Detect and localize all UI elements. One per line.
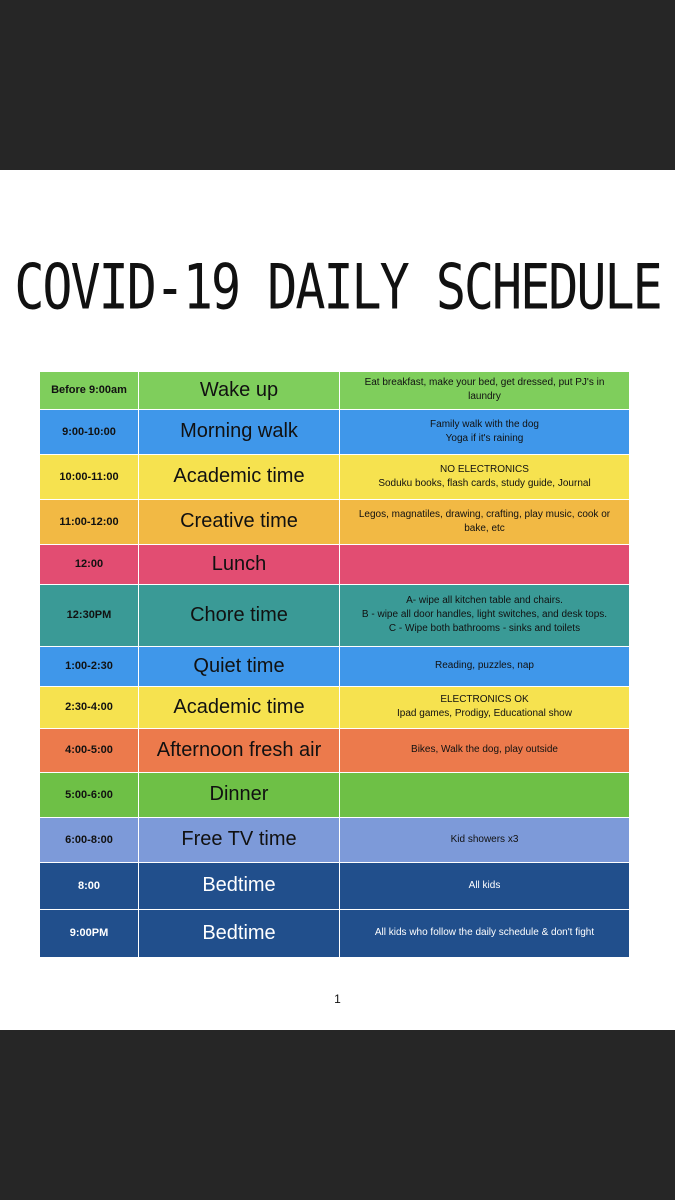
schedule-time: 9:00PM <box>40 909 139 957</box>
schedule-table <box>40 372 630 958</box>
schedule-detail-line: Legos, magnatiles, drawing, crafting, play music, cook or <box>358 508 611 520</box>
schedule-row <box>40 686 630 728</box>
schedule-activity: Morning walk <box>139 409 340 454</box>
schedule-detail-line: Ipad games, Prodigy, Educational show <box>397 708 572 719</box>
schedule-row <box>40 646 630 686</box>
schedule-detail-line: Bikes, Walk the dog, play outside <box>411 744 558 755</box>
schedule-detail-line: All kids <box>468 879 501 891</box>
schedule-time: 12:30PM <box>40 584 139 646</box>
schedule-row <box>40 372 630 409</box>
schedule-activity: Academic time <box>139 454 340 499</box>
schedule-details <box>340 686 630 728</box>
schedule-details <box>340 499 630 544</box>
schedule-activity: Bedtime <box>139 909 340 957</box>
schedule-page <box>0 170 675 1030</box>
schedule-details <box>340 544 630 584</box>
schedule-details <box>340 772 630 817</box>
schedule-detail-line: bake, etc <box>464 522 505 534</box>
page-number: 1 <box>334 992 341 1006</box>
schedule-row <box>40 584 630 646</box>
schedule-details <box>340 454 630 499</box>
schedule-row <box>40 817 630 862</box>
schedule-details <box>340 909 630 957</box>
schedule-details <box>340 584 630 646</box>
schedule-time: 11:00-12:00 <box>40 499 139 544</box>
schedule-detail-line: ELECTRONICS OK <box>440 694 529 705</box>
schedule-row <box>40 862 630 909</box>
schedule-row <box>40 909 630 957</box>
schedule-detail-line: Soduku books, flash cards, study guide, Journal <box>378 477 591 489</box>
schedule-time: 8:00 <box>40 862 139 909</box>
page-title: COVID-19 DAILY SCHEDULE <box>14 250 661 324</box>
schedule-details <box>340 817 630 862</box>
schedule-row <box>40 728 630 772</box>
schedule-time: 9:00-10:00 <box>40 409 139 454</box>
schedule-details <box>340 728 630 772</box>
schedule-time: 1:00-2:30 <box>40 646 139 686</box>
schedule-time: 2:30-4:00 <box>40 686 139 728</box>
schedule-row <box>40 409 630 454</box>
schedule-activity: Wake up <box>139 372 340 409</box>
schedule-activity: Free TV time <box>139 817 340 862</box>
schedule-detail-line: All kids who follow the daily schedule & don't fight <box>374 927 595 938</box>
schedule-activity: Academic time <box>139 686 340 728</box>
schedule-details <box>340 862 630 909</box>
schedule-activity: Afternoon fresh air <box>139 728 340 772</box>
schedule-detail-line: A- wipe all kitchen table and chairs. <box>406 595 563 606</box>
schedule-time: 6:00-8:00 <box>40 817 139 862</box>
schedule-details <box>340 409 630 454</box>
schedule-details <box>340 372 630 409</box>
schedule-activity: Dinner <box>139 772 340 817</box>
schedule-row <box>40 454 630 499</box>
schedule-time: 5:00-6:00 <box>40 772 139 817</box>
schedule-activity: Chore time <box>139 584 340 646</box>
schedule-row <box>40 772 630 817</box>
schedule-detail-line: NO ELECTRONICS <box>440 463 529 475</box>
schedule-time: 12:00 <box>40 544 139 584</box>
schedule-detail-line: B - wipe all door handles, light switches, and desk tops. <box>361 609 608 620</box>
schedule-detail-line: Eat breakfast, make your bed, get dressed, put PJ's in <box>364 377 605 389</box>
schedule-detail-line: C - Wipe both bathrooms - sinks and toilets <box>388 623 581 634</box>
schedule-activity: Bedtime <box>139 862 340 909</box>
schedule-row <box>40 544 630 584</box>
schedule-detail-line: Reading, puzzles, nap <box>435 660 534 671</box>
schedule-activity: Quiet time <box>139 646 340 686</box>
schedule-activity: Creative time <box>139 499 340 544</box>
schedule-detail-line: Yoga if it's raining <box>445 432 524 444</box>
schedule-detail-line: Kid showers x3 <box>450 833 519 845</box>
schedule-detail-line: Family walk with the dog <box>430 418 539 430</box>
schedule-time: Before 9:00am <box>40 372 139 409</box>
schedule-time: 10:00-11:00 <box>40 454 139 499</box>
schedule-details <box>340 646 630 686</box>
schedule-activity: Lunch <box>139 544 340 584</box>
schedule-time: 4:00-5:00 <box>40 728 139 772</box>
schedule-detail-line: laundry <box>468 391 501 403</box>
schedule-row <box>40 499 630 544</box>
schedule-body <box>40 372 630 957</box>
